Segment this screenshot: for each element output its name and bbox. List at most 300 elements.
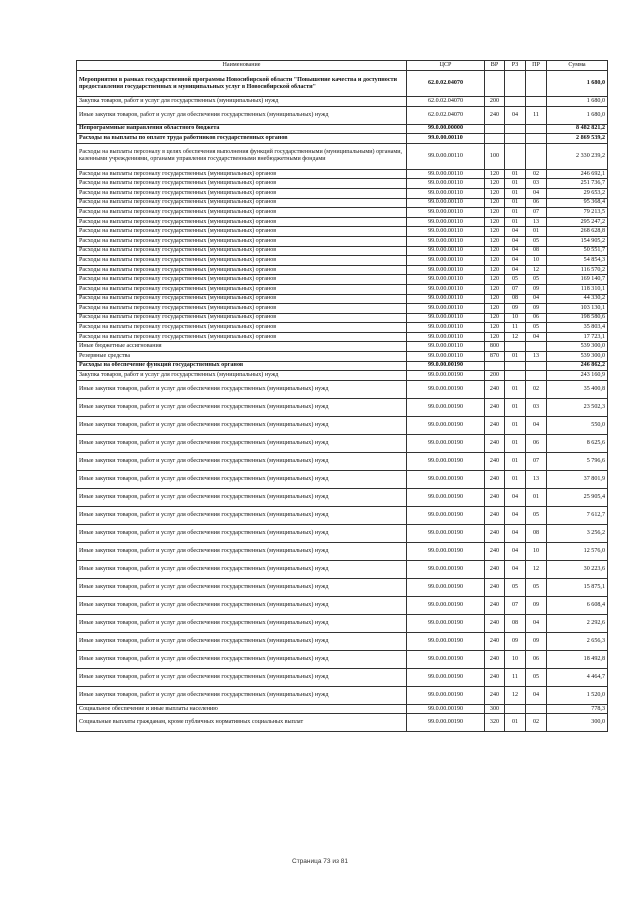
cell-vr [485, 71, 505, 97]
cell-csr: 99.0.00.00190 [407, 416, 485, 434]
cell-rz: 11 [505, 323, 526, 333]
table-row [77, 361, 608, 371]
cell-vr: 240 [485, 106, 505, 124]
cell-sum: 25 905,4 [547, 488, 608, 506]
cell-pr: 05 [526, 506, 547, 524]
cell-rz: 04 [505, 227, 526, 237]
header-name: Наименование [77, 61, 407, 71]
cell-csr: 99.0.00.00190 [407, 686, 485, 704]
cell-pr: 11 [526, 106, 547, 124]
cell-rz: 07 [505, 596, 526, 614]
cell-csr: 62.0.02.04070 [407, 71, 485, 97]
cell-pr: 09 [526, 632, 547, 650]
cell-name: Расходы на выплаты персоналу государственных (муниципальных) органов [77, 198, 407, 208]
cell-pr: 05 [526, 275, 547, 285]
table-row [77, 227, 608, 237]
cell-name: Иные закупки товаров, работ и услуг для обеспечения государственных (муниципальных) нужд [77, 650, 407, 668]
cell-name: Расходы на выплаты персоналу государственных (муниципальных) органов [77, 208, 407, 218]
cell-name: Иные закупки товаров, работ и услуг для обеспечения государственных (муниципальных) нужд [77, 488, 407, 506]
table-row [77, 265, 608, 275]
cell-pr: 09 [526, 596, 547, 614]
table-row [77, 488, 608, 506]
cell-name: Расходы на выплаты персоналу государственных (муниципальных) органов [77, 188, 407, 198]
cell-csr: 99.0.00.00110 [407, 179, 485, 189]
cell-vr: 240 [485, 560, 505, 578]
cell-vr: 120 [485, 188, 505, 198]
cell-name: Расходы на выплаты персоналу государственных (муниципальных) органов [77, 332, 407, 342]
cell-vr: 240 [485, 596, 505, 614]
cell-csr: 99.0.00.00190 [407, 632, 485, 650]
cell-csr: 99.0.00.00190 [407, 398, 485, 416]
cell-vr: 240 [485, 542, 505, 560]
cell-rz [505, 371, 526, 381]
cell-vr: 120 [485, 169, 505, 179]
cell-pr [526, 371, 547, 381]
cell-csr: 99.0.00.00190 [407, 542, 485, 560]
cell-pr: 04 [526, 686, 547, 704]
table-row [77, 284, 608, 294]
cell-pr: 02 [526, 380, 547, 398]
cell-pr: 04 [526, 294, 547, 304]
cell-pr: 06 [526, 434, 547, 452]
cell-vr: 120 [485, 236, 505, 246]
cell-pr: 12 [526, 560, 547, 578]
cell-name: Расходы на выплаты персоналу государственных (муниципальных) органов [77, 256, 407, 266]
cell-name: Расходы на выплаты персоналу государственных (муниципальных) органов [77, 275, 407, 285]
cell-vr: 120 [485, 179, 505, 189]
table-row [77, 434, 608, 452]
cell-csr: 99.0.00.00110 [407, 188, 485, 198]
cell-pr: 13 [526, 470, 547, 488]
cell-pr: 08 [526, 246, 547, 256]
cell-name: Иные закупки товаров, работ и услуг для обеспечения государственных (муниципальных) нужд [77, 596, 407, 614]
cell-sum: 300,0 [547, 714, 608, 732]
cell-sum: 6 608,4 [547, 596, 608, 614]
table-row [77, 246, 608, 256]
table-row [77, 313, 608, 323]
cell-sum: 50 551,7 [547, 246, 608, 256]
cell-name: Иные закупки товаров, работ и услуг для обеспечения государственных (муниципальных) нужд [77, 524, 407, 542]
cell-vr: 120 [485, 332, 505, 342]
table-row [77, 256, 608, 266]
cell-pr: 13 [526, 352, 547, 362]
cell-rz: 04 [505, 524, 526, 542]
cell-vr: 240 [485, 614, 505, 632]
cell-vr: 100 [485, 143, 505, 169]
cell-name: Расходы на выплаты персоналу государственных (муниципальных) органов [77, 236, 407, 246]
cell-rz [505, 143, 526, 169]
cell-sum: 169 140,7 [547, 275, 608, 285]
table-row [77, 304, 608, 314]
cell-rz: 01 [505, 179, 526, 189]
table-row [77, 371, 608, 381]
cell-sum: 154 905,2 [547, 236, 608, 246]
cell-name: Расходы на выплаты персоналу государственных (муниципальных) органов [77, 265, 407, 275]
cell-vr: 120 [485, 284, 505, 294]
cell-rz: 04 [505, 246, 526, 256]
cell-sum: 3 256,2 [547, 524, 608, 542]
cell-vr: 240 [485, 668, 505, 686]
cell-vr: 240 [485, 488, 505, 506]
cell-sum: 18 492,8 [547, 650, 608, 668]
cell-sum: 29 653,2 [547, 188, 608, 198]
cell-name: Иные закупки товаров, работ и услуг для обеспечения государственных (муниципальных) нужд [77, 506, 407, 524]
cell-rz: 05 [505, 578, 526, 596]
cell-vr: 300 [485, 704, 505, 714]
cell-sum: 2 292,6 [547, 614, 608, 632]
cell-name: Социальные выплаты гражданам, кроме публичных нормативных социальных выплат [77, 714, 407, 732]
cell-rz: 04 [505, 265, 526, 275]
cell-pr: 05 [526, 578, 547, 596]
cell-name: Мероприятия в рамках государственной программы Новосибирской области "Повышение качества и доступности предоставления государственных и муниципальных услуг в Новосибирской области" [77, 71, 407, 97]
cell-csr: 99.0.00.00190 [407, 434, 485, 452]
cell-rz: 01 [505, 398, 526, 416]
cell-rz: 01 [505, 416, 526, 434]
cell-name: Иные бюджетные ассигнования [77, 342, 407, 352]
table-row [77, 714, 608, 732]
table-row [77, 323, 608, 333]
cell-name: Закупка товаров, работ и услуг для государственных (муниципальных) нужд [77, 371, 407, 381]
cell-pr: 01 [526, 488, 547, 506]
cell-vr [485, 124, 505, 134]
cell-vr: 120 [485, 323, 505, 333]
table-body [77, 71, 608, 732]
cell-rz: 01 [505, 470, 526, 488]
cell-pr [526, 361, 547, 371]
cell-rz: 10 [505, 650, 526, 668]
cell-vr: 120 [485, 265, 505, 275]
cell-rz [505, 134, 526, 144]
cell-sum: 15 875,1 [547, 578, 608, 596]
cell-vr: 120 [485, 198, 505, 208]
cell-name: Иные закупки товаров, работ и услуг для обеспечения государственных (муниципальных) нужд [77, 452, 407, 470]
cell-name: Расходы на выплаты персоналу государственных (муниципальных) органов [77, 179, 407, 189]
cell-sum: 198 580,6 [547, 313, 608, 323]
cell-sum: 268 628,8 [547, 227, 608, 237]
cell-vr: 120 [485, 208, 505, 218]
cell-vr: 320 [485, 714, 505, 732]
cell-vr: 120 [485, 294, 505, 304]
cell-rz: 01 [505, 188, 526, 198]
table-header-row [77, 61, 608, 71]
table-row [77, 452, 608, 470]
table-row [77, 179, 608, 189]
table-row [77, 97, 608, 107]
cell-rz: 04 [505, 256, 526, 266]
table-row [77, 542, 608, 560]
cell-csr: 99.0.00.00190 [407, 488, 485, 506]
cell-pr: 10 [526, 542, 547, 560]
cell-rz: 01 [505, 169, 526, 179]
table-row [77, 686, 608, 704]
cell-name: Иные закупки товаров, работ и услуг для обеспечения государственных (муниципальных) нужд [77, 632, 407, 650]
cell-name: Расходы на выплаты персоналу государственных (муниципальных) органов [77, 217, 407, 227]
cell-rz [505, 97, 526, 107]
cell-name: Социальное обеспечение и иные выплаты населению [77, 704, 407, 714]
header-sum: Сумма [547, 61, 608, 71]
cell-csr: 99.0.00.00190 [407, 714, 485, 732]
cell-sum: 54 854,3 [547, 256, 608, 266]
cell-sum: 5 796,6 [547, 452, 608, 470]
header-vr: ВР [485, 61, 505, 71]
cell-sum: 118 310,1 [547, 284, 608, 294]
cell-name: Иные закупки товаров, работ и услуг для обеспечения государственных (муниципальных) нужд [77, 416, 407, 434]
table-row [77, 169, 608, 179]
cell-vr [485, 361, 505, 371]
table-row [77, 106, 608, 124]
cell-csr: 99.0.00.00190 [407, 524, 485, 542]
cell-sum: 95 368,4 [547, 198, 608, 208]
cell-pr: 09 [526, 304, 547, 314]
cell-pr: 05 [526, 236, 547, 246]
cell-pr [526, 342, 547, 352]
cell-csr: 99.0.00.00110 [407, 352, 485, 362]
cell-vr: 120 [485, 256, 505, 266]
cell-rz: 12 [505, 332, 526, 342]
table-row [77, 398, 608, 416]
cell-rz: 01 [505, 714, 526, 732]
cell-csr: 99.0.00.00110 [407, 169, 485, 179]
cell-rz [505, 342, 526, 352]
header-pr: ПР [526, 61, 547, 71]
cell-sum: 12 576,0 [547, 542, 608, 560]
cell-csr: 99.0.00.00110 [407, 227, 485, 237]
cell-csr: 99.0.00.00190 [407, 506, 485, 524]
table-row [77, 208, 608, 218]
cell-sum: 35 400,8 [547, 380, 608, 398]
cell-name: Иные закупки товаров, работ и услуг для обеспечения государственных (муниципальных) нужд [77, 578, 407, 596]
cell-sum: 103 130,1 [547, 304, 608, 314]
cell-pr: 02 [526, 714, 547, 732]
table-row [77, 578, 608, 596]
cell-sum: 2 869 539,2 [547, 134, 608, 144]
cell-csr: 99.0.00.00190 [407, 650, 485, 668]
table-row [77, 704, 608, 714]
cell-pr: 12 [526, 265, 547, 275]
cell-name: Иные закупки товаров, работ и услуг для обеспечения государственных (муниципальных) нужд [77, 686, 407, 704]
cell-csr: 62.0.02.04070 [407, 106, 485, 124]
cell-csr: 99.0.00.00190 [407, 452, 485, 470]
cell-vr: 120 [485, 246, 505, 256]
cell-csr: 62.0.02.04070 [407, 97, 485, 107]
cell-name: Иные закупки товаров, работ и услуг для обеспечения государственных (муниципальных) нужд [77, 614, 407, 632]
cell-rz: 04 [505, 488, 526, 506]
cell-pr: 06 [526, 650, 547, 668]
cell-sum: 2 656,3 [547, 632, 608, 650]
cell-vr: 120 [485, 217, 505, 227]
cell-name: Иные закупки товаров, работ и услуг для обеспечения государственных (муниципальных) нужд [77, 106, 407, 124]
cell-csr: 99.0.00.00190 [407, 614, 485, 632]
cell-sum: 44 330,2 [547, 294, 608, 304]
cell-rz [505, 71, 526, 97]
cell-rz: 09 [505, 304, 526, 314]
table-row [77, 236, 608, 246]
cell-pr: 02 [526, 169, 547, 179]
table-row [77, 506, 608, 524]
cell-csr: 99.0.00.00190 [407, 668, 485, 686]
budget-table [76, 60, 608, 732]
cell-csr: 99.0.00.00190 [407, 578, 485, 596]
table-row [77, 560, 608, 578]
cell-csr: 99.0.00.00110 [407, 217, 485, 227]
cell-csr: 99.0.00.00110 [407, 246, 485, 256]
table-row [77, 198, 608, 208]
cell-pr: 06 [526, 313, 547, 323]
cell-pr: 04 [526, 614, 547, 632]
table-row [77, 650, 608, 668]
cell-name: Расходы на выплаты персоналу государственных (муниципальных) органов [77, 284, 407, 294]
cell-sum: 7 612,7 [547, 506, 608, 524]
cell-csr: 99.0.00.00110 [407, 134, 485, 144]
cell-vr: 240 [485, 398, 505, 416]
cell-name: Расходы на выплаты персоналу государственных (муниципальных) органов [77, 246, 407, 256]
cell-rz: 01 [505, 380, 526, 398]
cell-pr: 07 [526, 452, 547, 470]
cell-rz: 08 [505, 294, 526, 304]
cell-sum: 17 723,1 [547, 332, 608, 342]
cell-rz: 04 [505, 236, 526, 246]
table-row [77, 124, 608, 134]
cell-csr: 99.0.00.00110 [407, 323, 485, 333]
cell-vr: 200 [485, 97, 505, 107]
cell-rz: 01 [505, 352, 526, 362]
cell-name: Расходы на выплаты персоналу государственных (муниципальных) органов [77, 304, 407, 314]
cell-sum: 2 330 239,2 [547, 143, 608, 169]
cell-csr: 99.0.00.00110 [407, 265, 485, 275]
cell-name: Иные закупки товаров, работ и услуг для обеспечения государственных (муниципальных) нужд [77, 470, 407, 488]
cell-pr [526, 134, 547, 144]
cell-sum: 1 680,0 [547, 71, 608, 97]
cell-sum: 8 482 821,2 [547, 124, 608, 134]
cell-sum: 35 803,4 [547, 323, 608, 333]
cell-rz: 08 [505, 614, 526, 632]
cell-sum: 79 213,5 [547, 208, 608, 218]
table-row [77, 134, 608, 144]
cell-pr: 05 [526, 668, 547, 686]
table-row [77, 188, 608, 198]
cell-name: Иные закупки товаров, работ и услуг для обеспечения государственных (муниципальных) нужд [77, 560, 407, 578]
cell-sum: 539 300,0 [547, 352, 608, 362]
cell-rz: 07 [505, 284, 526, 294]
cell-pr: 09 [526, 284, 547, 294]
cell-vr: 200 [485, 371, 505, 381]
cell-vr: 240 [485, 452, 505, 470]
cell-rz: 11 [505, 668, 526, 686]
cell-rz: 04 [505, 542, 526, 560]
cell-rz: 04 [505, 560, 526, 578]
cell-rz [505, 361, 526, 371]
cell-sum: 1 680,0 [547, 106, 608, 124]
cell-name: Расходы на выплаты персоналу государственных (муниципальных) органов [77, 227, 407, 237]
table-row [77, 596, 608, 614]
table-row [77, 352, 608, 362]
cell-name: Иные закупки товаров, работ и услуг для обеспечения государственных (муниципальных) нужд [77, 542, 407, 560]
table-row [77, 470, 608, 488]
cell-name: Расходы на выплаты по оплате труда работников государственных органов [77, 134, 407, 144]
table-row [77, 294, 608, 304]
cell-pr: 03 [526, 179, 547, 189]
cell-csr: 99.0.00.00110 [407, 143, 485, 169]
cell-rz: 12 [505, 686, 526, 704]
cell-name: Расходы на выплаты персоналу государственных (муниципальных) органов [77, 169, 407, 179]
cell-name: Расходы на обеспечение функций государственных органов [77, 361, 407, 371]
cell-csr: 99.0.00.00000 [407, 124, 485, 134]
cell-vr: 240 [485, 686, 505, 704]
cell-sum: 246 692,1 [547, 169, 608, 179]
header-csr: ЦСР [407, 61, 485, 71]
table-row [77, 217, 608, 227]
cell-pr [526, 704, 547, 714]
cell-csr: 99.0.00.00110 [407, 332, 485, 342]
cell-sum: 23 502,3 [547, 398, 608, 416]
cell-pr [526, 124, 547, 134]
cell-name: Иные закупки товаров, работ и услуг для обеспечения государственных (муниципальных) нужд [77, 668, 407, 686]
cell-vr [485, 134, 505, 144]
cell-rz: 01 [505, 434, 526, 452]
cell-sum: 295 247,2 [547, 217, 608, 227]
cell-name: Непрограммные направления областного бюджета [77, 124, 407, 134]
cell-sum: 778,3 [547, 704, 608, 714]
cell-vr: 240 [485, 380, 505, 398]
cell-csr: 99.0.00.00110 [407, 275, 485, 285]
cell-name: Расходы на выплаты персоналу государственных (муниципальных) органов [77, 313, 407, 323]
cell-sum: 30 223,6 [547, 560, 608, 578]
cell-csr: 99.0.00.00190 [407, 560, 485, 578]
cell-name: Расходы на выплаты персоналу в целях обеспечения выполнения функций государственными (муниципальными) органами, казенными учреждениями, органами управления государственными внебюджетными фондами [77, 143, 407, 169]
cell-vr: 240 [485, 524, 505, 542]
cell-sum: 251 736,7 [547, 179, 608, 189]
table-row [77, 380, 608, 398]
cell-vr: 120 [485, 313, 505, 323]
cell-sum: 550,0 [547, 416, 608, 434]
cell-pr: 04 [526, 332, 547, 342]
table-row [77, 614, 608, 632]
cell-pr: 04 [526, 188, 547, 198]
cell-vr: 240 [485, 578, 505, 596]
cell-csr: 99.0.00.00190 [407, 470, 485, 488]
cell-sum: 246 862,2 [547, 361, 608, 371]
cell-name: Закупка товаров, работ и услуг для государственных (муниципальных) нужд [77, 97, 407, 107]
cell-name: Резервные средства [77, 352, 407, 362]
cell-pr: 06 [526, 198, 547, 208]
cell-sum: 539 300,0 [547, 342, 608, 352]
cell-sum: 116 570,2 [547, 265, 608, 275]
cell-pr [526, 97, 547, 107]
cell-csr: 99.0.00.00190 [407, 596, 485, 614]
cell-csr: 99.0.00.00190 [407, 380, 485, 398]
cell-pr: 08 [526, 524, 547, 542]
cell-rz: 01 [505, 452, 526, 470]
cell-pr [526, 71, 547, 97]
cell-pr: 03 [526, 398, 547, 416]
cell-sum: 4 464,7 [547, 668, 608, 686]
cell-vr: 240 [485, 470, 505, 488]
budget-table-sheet [76, 60, 607, 732]
cell-rz: 01 [505, 217, 526, 227]
cell-rz: 01 [505, 198, 526, 208]
cell-sum: 1 520,0 [547, 686, 608, 704]
cell-pr [526, 143, 547, 169]
cell-csr: 99.0.00.00190 [407, 361, 485, 371]
table-row [77, 632, 608, 650]
cell-rz: 09 [505, 632, 526, 650]
header-rz: РЗ [505, 61, 526, 71]
cell-csr: 99.0.00.00110 [407, 342, 485, 352]
table-row [77, 275, 608, 285]
cell-name: Расходы на выплаты персоналу государственных (муниципальных) органов [77, 294, 407, 304]
cell-csr: 99.0.00.00110 [407, 313, 485, 323]
page-number: Страница 73 из 81 [292, 858, 348, 865]
